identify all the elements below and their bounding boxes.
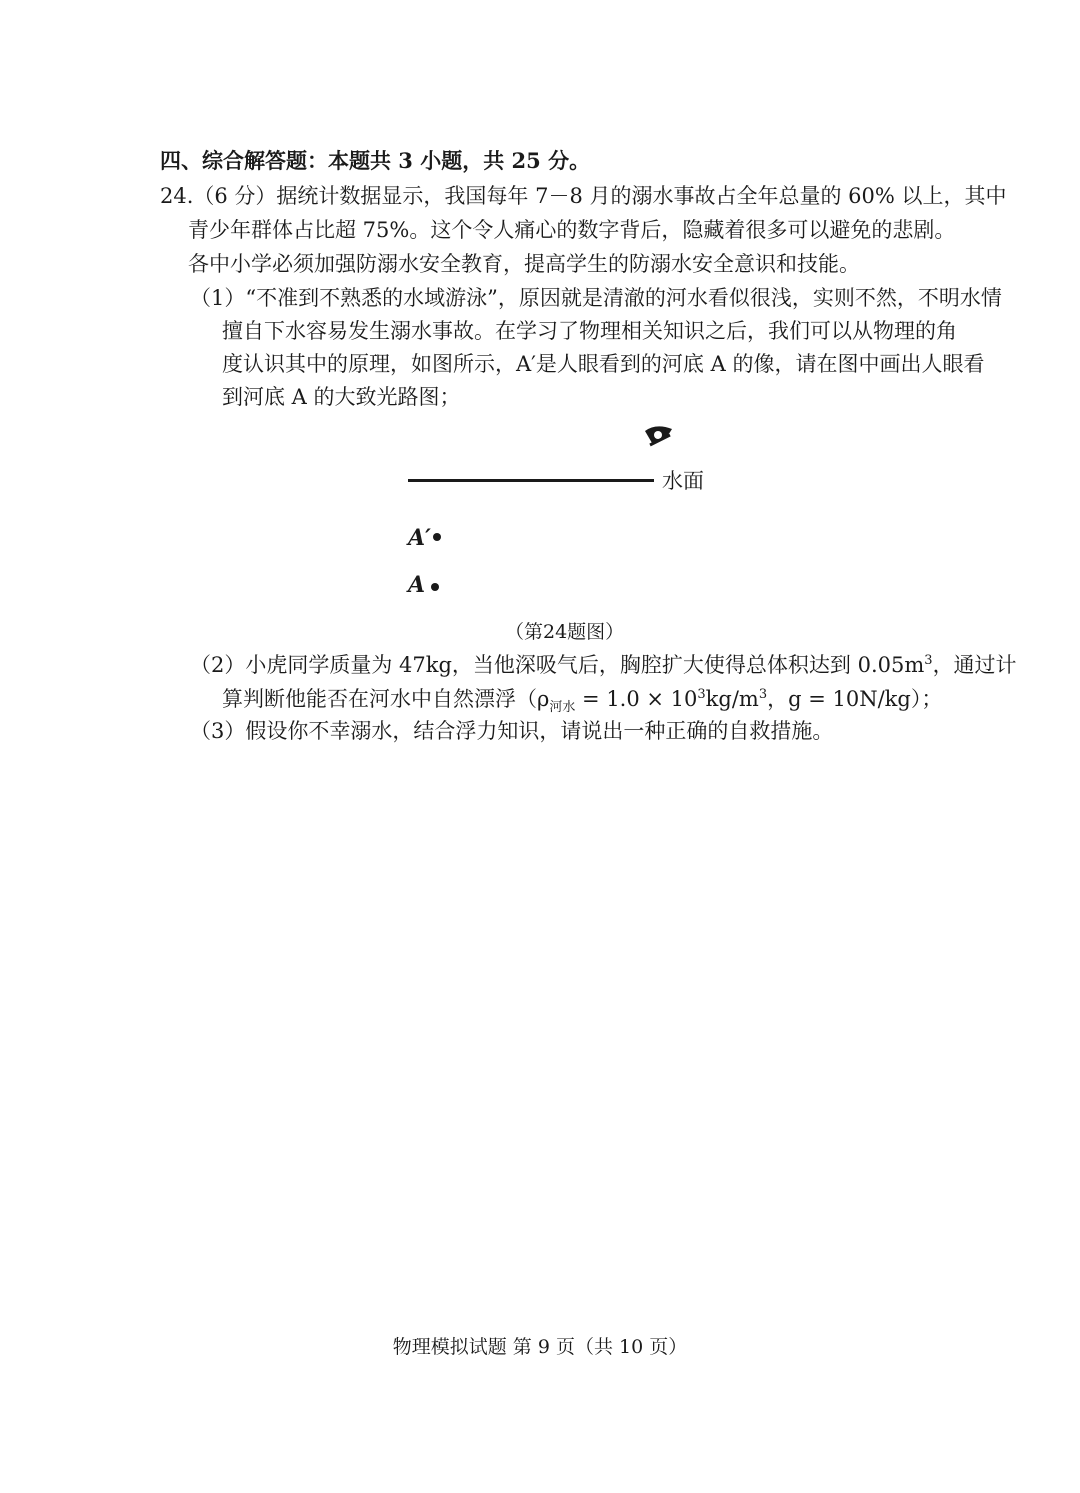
part1-line-1: （1）“不准到不熟悉的水域游泳”，原因就是清澈的河水看似很浅，实则不然，不明水情 (190, 286, 1002, 310)
part2-line-1-text: （2）小虎同学质量为 47kg，当他深吸气后，胸腔扩大使得总体积达到 0.05m (190, 653, 925, 677)
section-heading: 四、综合解答题：本题共 3 小题，共 25 分。 (160, 148, 591, 173)
part1-line-4: 到河底 A 的大致光路图； (222, 385, 461, 409)
water-surface-line (408, 479, 654, 482)
part2-line-2 (222, 684, 942, 714)
question-intro-line-3: 各中小学必须加强防溺水安全教育，提高学生的防溺水安全意识和技能。 (188, 252, 860, 276)
water-surface-label: 水面 (662, 469, 704, 493)
part2-line-1 (190, 650, 1017, 680)
part2-line-1-sup: 3 (924, 653, 933, 668)
part2-line-2-density: = 1.0 × 10 (575, 687, 698, 711)
part2-line-2-sup2: 3 (758, 687, 768, 702)
part2-line-2-text: 算判断他能否在河水中自然漂浮（ρ (222, 687, 550, 711)
page-footer: 物理模拟试题 第 9 页（共 10 页） (392, 1336, 688, 1358)
part1-line-3: 度认识其中的原理，如图所示，A′是人眼看到的河底 A 的像，请在图中画出人眼看 (222, 352, 985, 376)
eye-icon (642, 421, 676, 451)
question-intro-line-2: 青少年群体占比超 75%。这个令人痛心的数字背后，隐藏着很多可以避免的悲剧。 (188, 218, 956, 242)
object-point-label: A (408, 572, 426, 598)
part2-line-2-sup1: 3 (697, 687, 706, 702)
part2-line-2-tail: ，g = 10N/kg）； (767, 687, 943, 711)
image-point-label: A′ (408, 525, 431, 551)
question-intro-line-1: 24.（6 分）据统计数据显示，我国每年 7－8 月的溺水事故占全年总量的 60% 以上，其中 (160, 184, 1007, 208)
object-point-dot (431, 583, 439, 591)
part1-line-2: 擅自下水容易发生溺水事故。在学习了物理相关知识之后，我们可以从物理的角 (222, 319, 957, 343)
part2-line-1-tail: ，通过计 (932, 653, 1017, 677)
part2-density-subscript: 河水 (549, 700, 576, 716)
part3-line: （3）假设你不幸溺水，结合浮力知识，请说出一种正确的自救措施。 (190, 719, 834, 743)
refraction-figure (380, 415, 740, 615)
image-point-dot (433, 533, 441, 541)
figure-caption: （第24题图） (505, 621, 625, 643)
part2-line-2-unit: kg/m (705, 687, 759, 711)
